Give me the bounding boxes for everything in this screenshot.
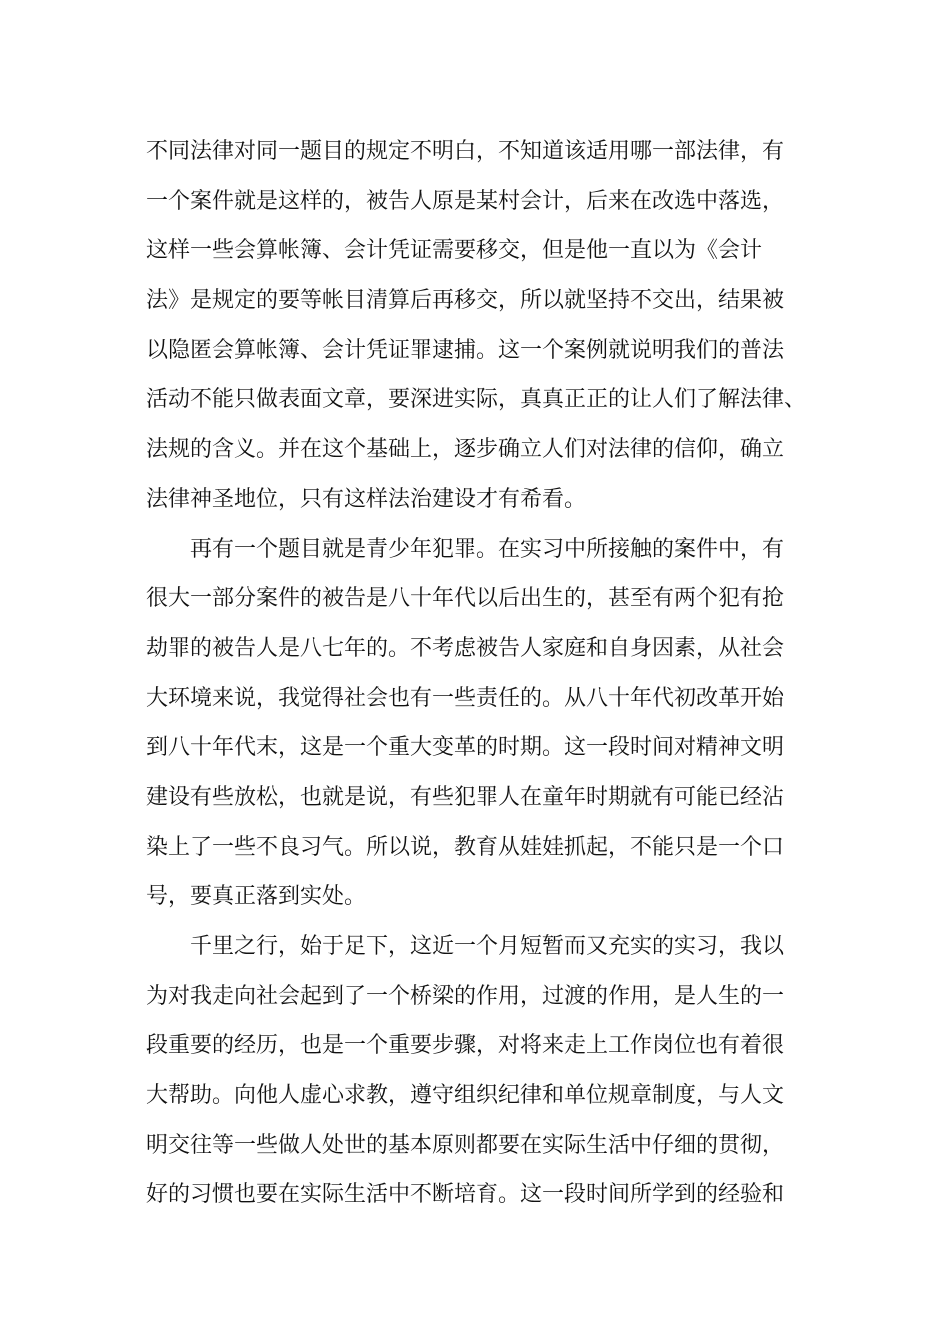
text-line: 段重要的经历，也是一个重要步骤，对将来走上工作岗位也有着很 bbox=[146, 1033, 785, 1059]
text-line: 不同法律对同一题目的规定不明白，不知道该适用哪一部法律，有 bbox=[146, 139, 785, 164]
text-line: 法》是规定的要等帐目清算后再移交，所以就坚持不交出，结果被 bbox=[146, 288, 785, 314]
text-line: 到八十年代末，这是一个重大变革的时期。这一段时间对精神文明 bbox=[146, 735, 785, 761]
paragraph-first-line: 千里之行，始于足下，这近一个月短暂而又充实的实习，我以 bbox=[190, 934, 785, 959]
text-line: 这样一些会算帐簿、会计凭证需要移交，但是他一直以为《会计 bbox=[146, 238, 763, 264]
text-line: 明交往等一些做人处世的基本原则都要在实际生活中仔细的贯彻， bbox=[146, 1132, 785, 1158]
text-line: 好的习惯也要在实际生活中不断培育。这一段时间所学到的经验和 bbox=[146, 1182, 785, 1208]
paragraph-first-line: 再有一个题目就是青少年犯罪。在实习中所接触的案件中，有 bbox=[190, 536, 785, 562]
text-line: 号，要真正落到实处。 bbox=[146, 884, 367, 910]
text-line: 活动不能只做表面文章，要深进实际，真真正正的让人们了解法律、 bbox=[146, 387, 807, 413]
text-line: 劫罪的被告人是八七年的。不考虑被告人家庭和自身因素，从社会 bbox=[146, 635, 785, 661]
body-text bbox=[146, 133, 826, 1226]
text-line: 一个案件就是这样的，被告人原是某村会计，后来在改选中落选， bbox=[146, 188, 785, 214]
text-line: 以隐匿会算帐簿、会计凭证罪逮捕。这一个案例就说明我们的普法 bbox=[146, 337, 785, 363]
text-line: 染上了一些不良习气。所以说，教育从娃娃抓起，不能只是一个口 bbox=[146, 834, 785, 860]
text-line: 大帮助。向他人虚心求教，遵守组织纪律和单位规章制度，与人文 bbox=[146, 1083, 785, 1109]
text-line: 大环境来说，我觉得社会也有一些责任的。从八十年代初改革开始 bbox=[146, 685, 785, 711]
text-line: 建设有些放松，也就是说，有些犯罪人在童年时期就有可能已经沾 bbox=[146, 784, 785, 810]
text-line: 法律神圣地位，只有这样法治建设才有希看。 bbox=[146, 486, 587, 512]
text-line: 很大一部分案件的被告是八十年代以后出生的，甚至有两个犯有抢 bbox=[146, 586, 785, 612]
text-line: 为对我走向社会起到了一个桥梁的作用，过渡的作用，是人生的一 bbox=[146, 983, 785, 1009]
text-line: 法规的含义。并在这个基础上，逐步确立人们对法律的信仰，确立 bbox=[146, 437, 785, 463]
